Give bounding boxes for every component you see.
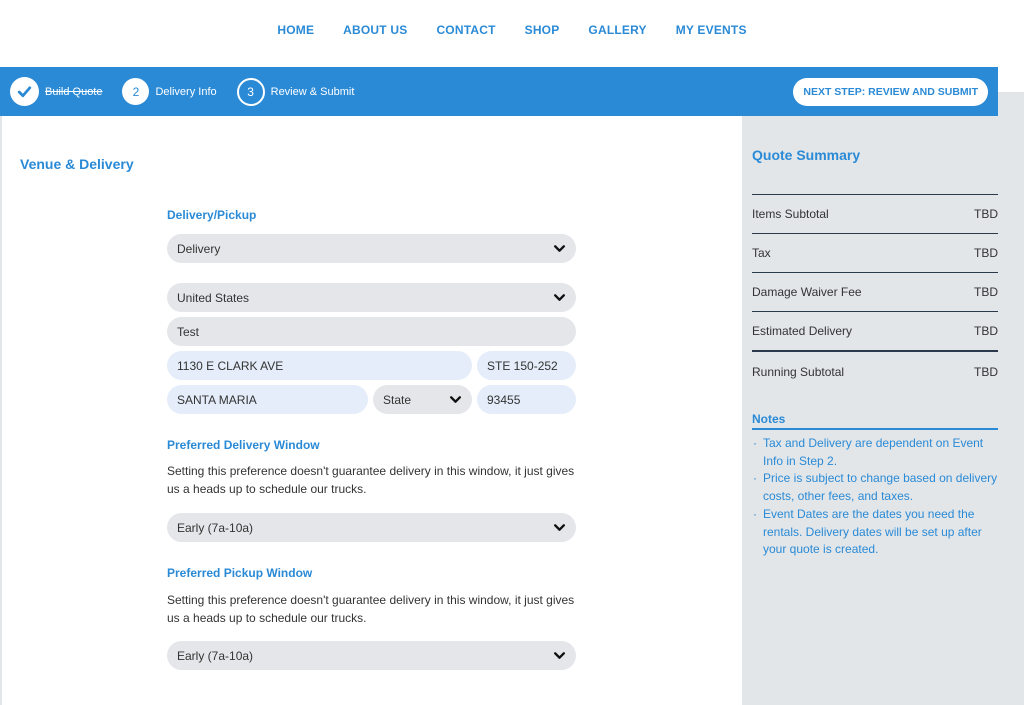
- delivery-window-label: Preferred Delivery Window: [167, 438, 320, 452]
- address-value: 1130 E CLARK AVE: [177, 358, 284, 373]
- step-delivery-info[interactable]: [122, 78, 216, 105]
- pickup-window-value: Early (7a-10a): [177, 648, 254, 663]
- summary-row-value: TBD: [974, 246, 998, 260]
- country-select[interactable]: [167, 283, 576, 312]
- quote-summary-title: Quote Summary: [752, 147, 861, 163]
- pickup-window-select[interactable]: [167, 641, 576, 670]
- top-nav: [0, 0, 1024, 67]
- note-item: · Price is subject to change based on delivery costs, other fees, and taxes.: [752, 470, 998, 505]
- step-review-submit-label: Review & Submit: [270, 85, 355, 98]
- chevron-down-icon: [553, 291, 566, 304]
- summary-row-value: TBD: [974, 324, 998, 338]
- nav-contact[interactable]: CONTACT: [436, 22, 496, 37]
- state-value: State: [383, 392, 412, 407]
- venue-name-input[interactable]: [167, 317, 576, 346]
- summary-row-damage-waiver: [752, 272, 998, 311]
- country-value: United States: [177, 290, 250, 305]
- address-input[interactable]: [167, 351, 472, 380]
- nav-about-us[interactable]: ABOUT US: [343, 22, 408, 37]
- step-3-number: 3: [237, 78, 265, 106]
- pickup-window-help: Setting this preference doesn't guarantee delivery in this window, it just gives us a heads up to schedule our trucks.: [167, 593, 575, 625]
- step-review-submit[interactable]: [237, 78, 355, 106]
- delivery-window-help: Setting this preference doesn't guarantee delivery in this window, it just gives us a heads up to schedule our trucks.: [167, 464, 575, 496]
- delivery-window-select[interactable]: [167, 513, 576, 542]
- steps-bar: [0, 67, 998, 116]
- address2-value: STE 150-252: [487, 358, 558, 373]
- summary-row-label: Items Subtotal: [752, 207, 829, 221]
- state-select[interactable]: [373, 385, 472, 414]
- note-item: · Tax and Delivery are dependent on Event Info in Step 2.: [752, 435, 998, 470]
- delivery-window-value: Early (7a-10a): [177, 520, 254, 535]
- chevron-down-icon: [553, 521, 566, 534]
- summary-row-running-subtotal: [752, 350, 998, 391]
- zip-input[interactable]: [477, 385, 576, 414]
- notes-title: Notes: [752, 412, 998, 430]
- nav-gallery[interactable]: GALLERY: [588, 22, 647, 37]
- summary-row-value: TBD: [974, 364, 998, 379]
- delivery-pickup-value: Delivery: [177, 241, 221, 256]
- summary-row-label: Running Subtotal: [752, 364, 845, 379]
- zip-value: 93455: [487, 392, 521, 407]
- nav-shop[interactable]: SHOP: [524, 22, 560, 37]
- pickup-window-label: Preferred Pickup Window: [167, 566, 313, 580]
- chevron-down-icon: [449, 393, 462, 406]
- city-value: SANTA MARIA: [177, 392, 257, 407]
- nav-my-events[interactable]: MY EVENTS: [675, 22, 747, 37]
- delivery-pickup-label: Delivery/Pickup: [167, 208, 257, 222]
- step-build-quote-label: Build Quote: [45, 85, 103, 98]
- next-step-button[interactable]: NEXT STEP: REVIEW AND SUBMIT: [793, 78, 988, 106]
- summary-row-value: TBD: [974, 207, 998, 221]
- step-delivery-info-label: Delivery Info: [155, 85, 217, 98]
- step-build-quote[interactable]: [10, 77, 102, 106]
- venue-name-value: Test: [177, 324, 200, 339]
- summary-row-label: Tax: [752, 246, 771, 260]
- city-input[interactable]: [167, 385, 368, 414]
- summary-row-label: Damage Waiver Fee: [752, 285, 862, 299]
- summary-row-label: Estimated Delivery: [752, 324, 853, 338]
- chevron-down-icon: [553, 242, 566, 255]
- summary-row-tax: [752, 233, 998, 272]
- panel-left-edge: [0, 116, 2, 705]
- section-title: Venue & Delivery: [20, 156, 134, 172]
- note-item: · Event Dates are the dates you need the rentals. Delivery dates will be set up after your quote is created.: [752, 506, 998, 559]
- quote-summary-panel: [742, 116, 998, 705]
- venue-delivery-panel: [0, 116, 742, 705]
- summary-row-value: TBD: [974, 285, 998, 299]
- step-2-number: 2: [122, 78, 149, 105]
- notes-list: [752, 435, 998, 559]
- summary-row-items-subtotal: [752, 194, 998, 233]
- check-icon: [10, 77, 39, 106]
- chevron-down-icon: [553, 649, 566, 662]
- address2-input[interactable]: [477, 351, 576, 380]
- nav-home[interactable]: HOME: [277, 22, 315, 37]
- page-side-background: [998, 92, 1024, 705]
- summary-row-estimated-delivery: [752, 311, 998, 350]
- delivery-pickup-select[interactable]: [167, 234, 576, 263]
